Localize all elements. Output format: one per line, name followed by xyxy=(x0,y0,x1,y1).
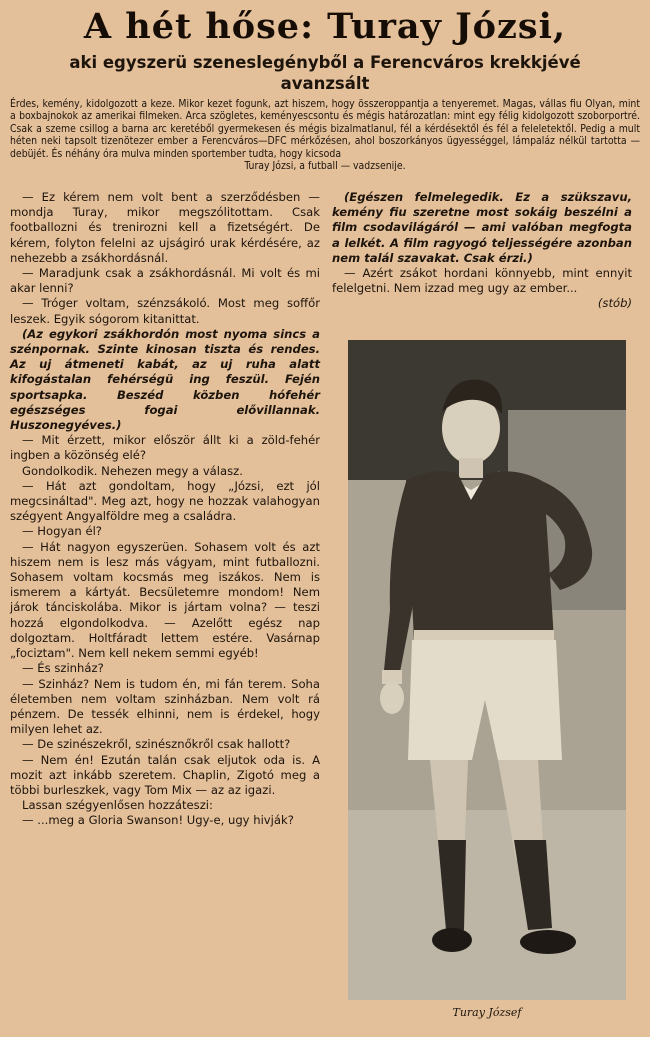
lead-byline: Turay Józsi, a futball — vadzsenije. xyxy=(244,160,406,173)
paragraph: — Ez kérem nem volt bent a szerződésben — mondja Turay, mikor megszólitottam. Csak footballozni és trenirozni kell a fizetségért. De kérem, folyton felelni az ujságiró urak kérdésére, az nehezebb a zsákhordásnál. xyxy=(10,190,320,265)
paragraph: — Nem én! Ezután talán csak eljutok oda is. A mozit azt inkább szeretem. Chaplin, Zigotó meg a többi burleszkek, vagy Tom Mix — az az igazi. xyxy=(10,752,320,797)
right-column xyxy=(332,190,632,312)
paragraph: Lassan szégyenlősen hozzáteszi: xyxy=(22,798,213,813)
paragraph: Gondolkodik. Nehezen megy a válasz. xyxy=(22,463,243,478)
photo-caption: Turay József xyxy=(452,1006,522,1019)
paragraph: — Mit érzett, mikor először állt ki a zöld-fehér ingben a közönség elé? xyxy=(10,433,320,463)
paragraph: — Hogyan él? xyxy=(22,524,102,539)
paragraph: — ...meg a Gloria Swanson! Ugy-e, ugy hivják? xyxy=(22,813,294,828)
headline: A hét hőse: Turay Józsi, xyxy=(83,6,567,47)
paragraph: — Tróger voltam, szénzsákoló. Most meg soffőr leszek. Egyik sógorom kitanittat. xyxy=(10,296,320,326)
paragraph-italic: (Az egykori zsákhordón most nyoma sincs a szénpornak. Szinte kinosan tiszta és rendes. Az uj átmeneti kabát, az uj ruha alatt kifogástalan fehérségü ing feszül. Fején sportsapka. Beszéd közben hófehér egészséges fogai elővillannak. Huszonegyéves.) xyxy=(10,326,320,433)
paragraph: — Szinház? Nem is tudom én, mi fán terem. Soha életemben nem voltam szinházban. Nem volt rá pénzem. De tessék elhinni, nem is érdekel, hogy milyen lehet az. xyxy=(10,676,320,737)
paragraph: — Azért zsákot hordani könnyebb, mint ennyit felelgetni. Nem izzad meg ugy az ember... xyxy=(332,266,632,296)
player-photo-illustration xyxy=(348,340,626,1000)
paragraph: — És szinház? xyxy=(22,661,104,676)
lead-paragraph xyxy=(10,98,640,172)
paragraph: — De szinészekről, szinésznőkről csak hallott? xyxy=(22,737,291,752)
subhead: aki egyszerü szeneslegényből a Ferencváros krekkjévé avanzsált xyxy=(69,53,581,93)
left-column xyxy=(10,190,320,829)
paragraph: — Hát azt gondoltam, hogy „Józsi, ezt jól megcsináltad". Meg azt, hogy ne hozzak valahogyan szégyent Angyalföldre meg a családra. xyxy=(10,478,320,524)
player-photo xyxy=(348,340,626,1000)
author-signature: (stób) xyxy=(597,296,632,311)
paragraph-italic: (Egészen felmelegedik. Ez a szükszavu, kemény fiu szeretne most sokáig beszélni a film csodavilágáról — ami valóban megfogta a lelkét. A film ragyogó teljességére azonban nem talál szavakat. Csak érzi.) xyxy=(332,190,632,265)
paragraph: — Hát nagyon egyszerüen. Sohasem volt és azt hiszem nem is lesz más vágyam, mint futballozni. Sohasem voltam kocsmás meg iszákos. Nem is ismerem a kártyát. Becsületemre mondom! Nem járok tánciskolába. Mikor is jártam volna? — teszi hozzá elgondolkodva. — Azelőtt egész nap dolgoztam. Holtfáradt lettem estére. Vasárnap „fociztam". Nem kell nekem semmi egyéb! xyxy=(10,539,320,661)
paragraph: — Maradjunk csak a zsákhordásnál. Mi volt és mi akar lenni? xyxy=(10,266,320,296)
lead-text: Érdes, kemény, kidolgozott a keze. Mikor kezet fogunk, azt hiszem, hogy összeroppantja a tenyeremet. Magas, vállas fiu Olyan, mint a boxbajnokok az amerikai filmeken. Arca szögletes, keményescsontu és mégis határozatlan: mint egy félig kidolgozott szoborportré. Csak a szeme csillog a barna arc keretéből gyermekesen és mégis bizalmatlanul, fél a kérdésektől és fél a feleletektől. Pedig a mult héten neki tapsolt tizenötezer ember a Ferencváros—DFC mérkőzésen, ahol boszorkányos ügyességgel, lámpaláz nélkül tartotta — debüjét. És néhány óra mulva minden sportember tudta, hogy kicsoda xyxy=(10,98,640,160)
